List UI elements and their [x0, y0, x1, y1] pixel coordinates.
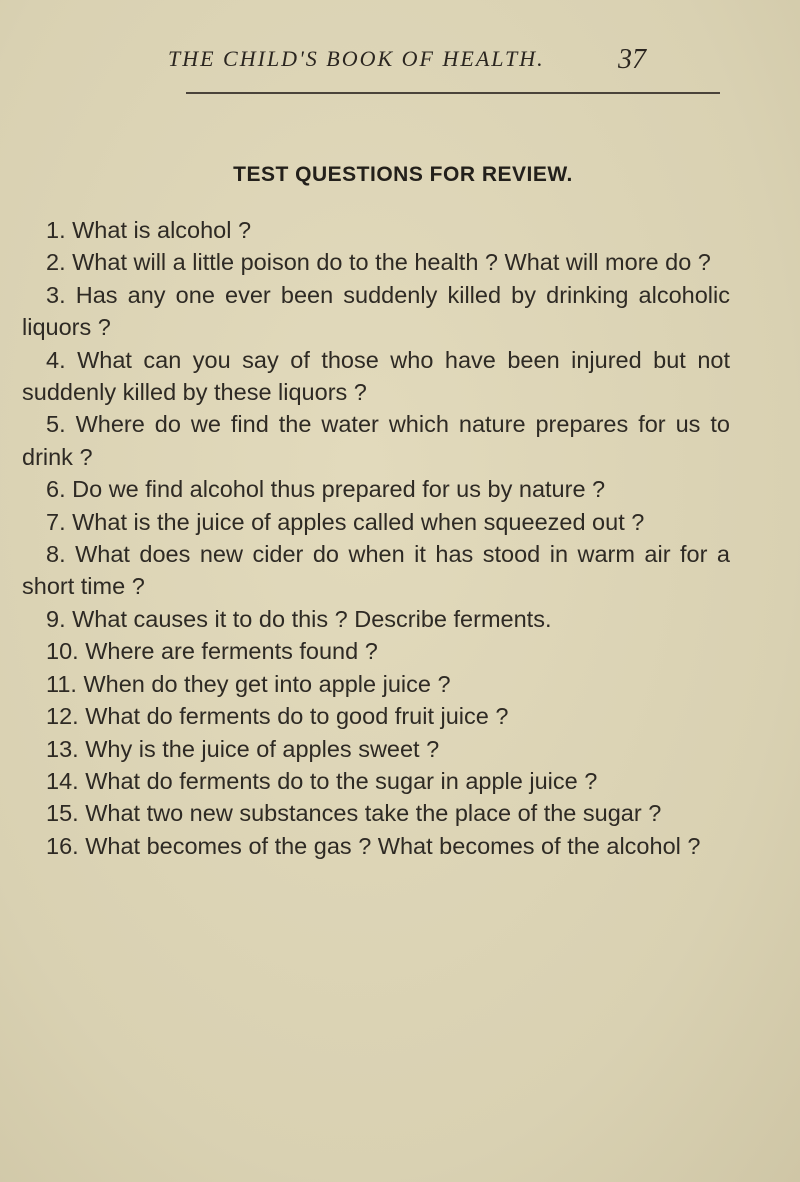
question-item: 15. What two new substances take the place of the sugar ? [46, 800, 662, 827]
question-item: 11. When do they get into apple juice ? [46, 670, 451, 697]
question-item: 5. Where do we find the water which nature prepares for us to drink ? [22, 411, 730, 470]
question-item: 4. What can you say of those who have been injured but not suddenly killed by these liquors ? [22, 346, 730, 406]
page-number: 37 [618, 44, 646, 75]
question-item: 2. What will a little poison do to the health ? What will more do ? [46, 249, 711, 276]
question-item: 14. What do ferments do to the sugar in apple juice ? [46, 767, 598, 794]
section-title: TEST QUESTIONS FOR REVIEW. [233, 163, 573, 186]
question-item: 16. What becomes of the gas ? What becomes of the alcohol ? [46, 832, 701, 859]
question-item: 3. Has any one ever been suddenly killed by drinking alcoholic liquors ? [22, 281, 730, 341]
page-header [0, 44, 800, 84]
header-rule [186, 92, 720, 94]
question-item: 9. What causes it to do this ? Describe ferments. [46, 605, 552, 632]
question-item: 7. What is the juice of apples called when squeezed out ? [46, 508, 645, 535]
question-item: 12. What do ferments do to good fruit juice ? [46, 703, 509, 730]
question-item: 13. Why is the juice of apples sweet ? [46, 735, 440, 762]
question-item: 6. Do we find alcohol thus prepared for us by nature ? [46, 476, 606, 503]
question-list [22, 214, 730, 862]
question-item: 1. What is alcohol ? [46, 217, 252, 243]
question-item: 10. Where are ferments found ? [46, 638, 378, 665]
question-item: 8. What does new cider do when it has stood in warm air for a short time ? [22, 541, 730, 600]
running-title: THE CHILD'S BOOK OF HEALTH. [168, 46, 545, 71]
